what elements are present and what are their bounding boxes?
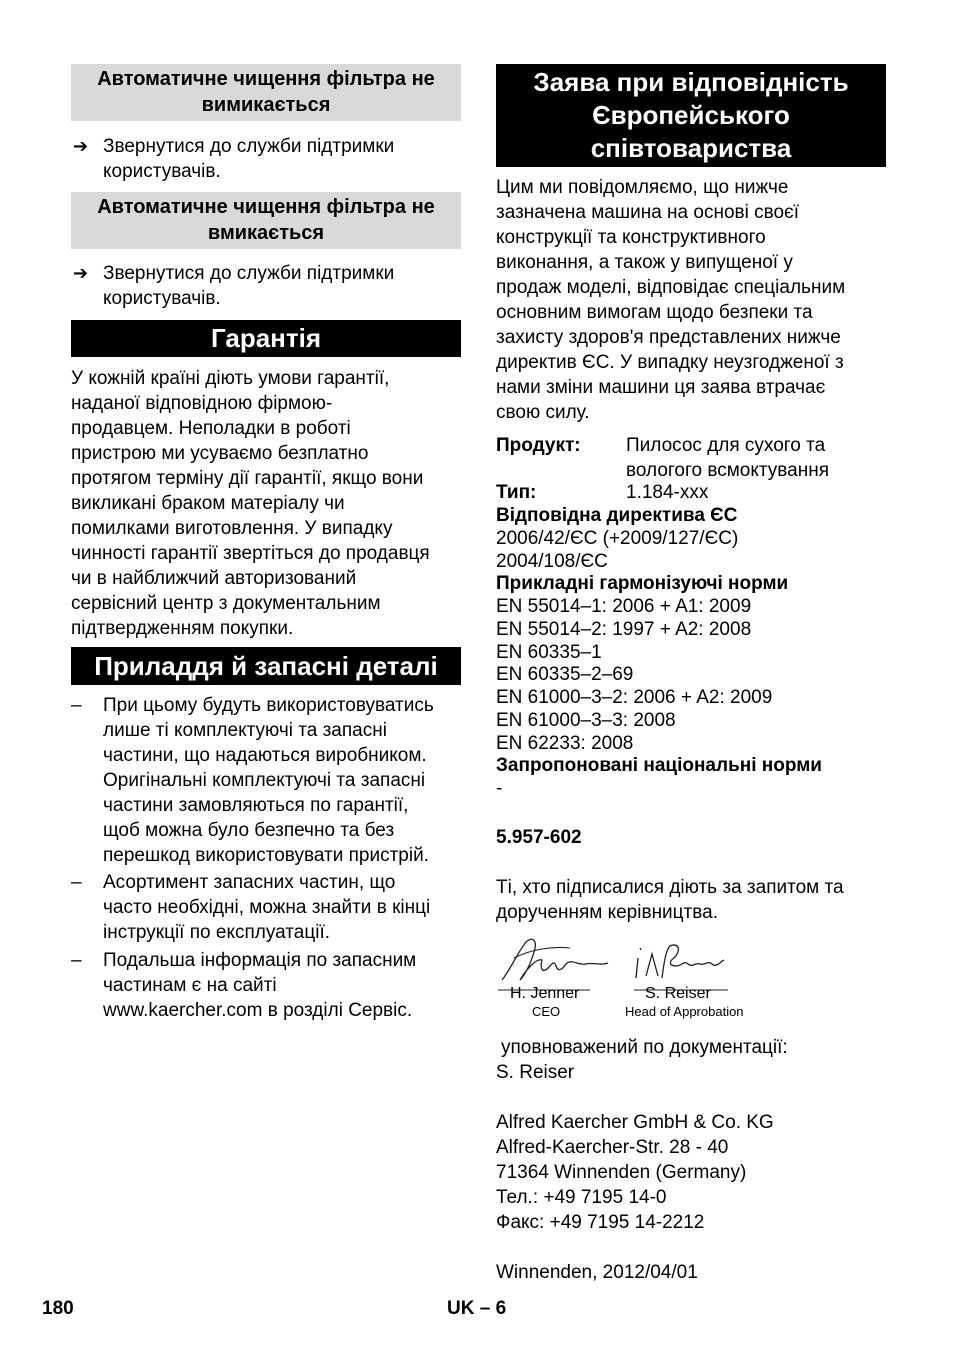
- list-item: – При цьому будуть використовуватись лише ті комплектуючі та запасні частини, що надаються виробником. Оригінальні комплектуючі та запасні частини замовляються по гарантії, щоб можна було безпечно та без перешкод використовувати пристрій.: [71, 695, 434, 866]
- signer-2-name: S. Reiser: [645, 985, 711, 1002]
- accessories-heading: Приладдя й запасні деталі: [71, 647, 461, 685]
- section-heading-filter-not-on: Автоматичне чищення фільтра не вмикається: [71, 192, 461, 249]
- type-value: 1.184-xxx: [626, 482, 709, 503]
- signatories-text: Ті, хто підписалися діють за запитом та дорученням керівництва.: [496, 877, 844, 923]
- directive-line: 2006/42/ЄС (+2009/127/ЄС): [496, 528, 739, 549]
- product-label: Продукт:: [496, 435, 581, 456]
- norm-line: EN 60335–2–69: [496, 664, 634, 685]
- arrow-right-icon: ➔: [73, 263, 89, 283]
- document-number: 5.957-602: [496, 827, 582, 848]
- national-norms-label: Запропоновані національні норми: [496, 755, 822, 776]
- eu-declaration-heading: Заява при відповідність Європейського співтовариства: [496, 64, 886, 167]
- declaration-date: Winnenden, 2012/04/01: [496, 1262, 698, 1283]
- norm-line: EN 60335–1: [496, 642, 602, 663]
- norm-line: EN 55014–2: 1997 + A2: 2008: [496, 619, 752, 640]
- instruction-item: ➔ Звернутися до служби підтримки користувачів.: [73, 263, 395, 309]
- signer-1-name: H. Jenner: [510, 985, 580, 1002]
- dash-bullet: –: [71, 950, 82, 971]
- type-label: Тип:: [496, 482, 537, 503]
- dash-bullet: –: [71, 872, 82, 893]
- page-number: 180: [42, 1298, 74, 1319]
- page-code: UK – 6: [447, 1298, 507, 1319]
- directive-line: 2004/108/ЄС: [496, 551, 608, 572]
- signer-1-role: CEO: [532, 1004, 561, 1019]
- norm-line: EN 61000–3–3: 2008: [496, 710, 676, 731]
- product-value: Пилосос для сухого та вологого всмоктування: [626, 435, 830, 481]
- national-norms-value: -: [496, 778, 503, 799]
- signatures: [496, 930, 886, 1022]
- norm-line: EN 55014–1: 2006 + A1: 2009: [496, 596, 752, 617]
- declaration-intro: Цим ми повідомляємо, що нижче зазначена машина на основі своєї конструкції та конструктивного виконання, а також у випущеної у продаж моделі, відповідає спеціальним основним вимогам щодо безпеки та захисту здоров'я представлених нижче директив ЄС. У випадку неузгодженої з нами зміни машини ця заява втрачає свою силу.: [496, 177, 846, 423]
- warranty-text: У кожній країні діють умови гарантії, наданої відповідною фірмою- продавцем. Неполадки в роботі пристрою ми усуваємо безплатно протягом терміну дії гарантії, якщо вони викликані браком матеріалу чи помилками виготовлення. У випадку чинності гарантії звертіться до продавця чи в найближчий авторизований сервісний центр з документальним підтвердженням покупки.: [71, 368, 430, 639]
- directive-label: Відповідна директива ЄС: [496, 505, 738, 526]
- authorized-person: уповноважений по документації: S. Reiser: [496, 1037, 788, 1083]
- arrow-right-icon: ➔: [73, 136, 89, 156]
- dash-bullet: –: [71, 695, 82, 716]
- warranty-heading: Гарантія: [71, 320, 461, 357]
- norm-line: EN 61000–3–2: 2006 + A2: 2009: [496, 687, 773, 708]
- norms-label: Прикладні гармонізуючі норми: [496, 573, 789, 594]
- list-item: – Асортимент запасних частин, що часто необхідні, можна знайти в кінці інструкції по експлуатації.: [71, 872, 431, 943]
- signer-2-role: Head of Approbation: [625, 1004, 744, 1019]
- list-item: – Подальша інформація по запасним частинам є на сайті www.kaercher.com в розділі Сервіс.: [71, 950, 417, 1021]
- instruction-item: ➔ Звернутися до служби підтримки користувачів.: [73, 136, 395, 182]
- norm-line: EN 62233: 2008: [496, 733, 634, 754]
- section-heading-filter-not-off: Автоматичне чищення фільтра не вимикається: [71, 64, 461, 121]
- company-address: Alfred Kaercher GmbH & Co. KG Alfred-Kaercher-Str. 28 - 40 71364 Winnenden (Germany) Тел.: +49 7195 14-0 Факс: +49 7195 14-2212: [496, 1112, 774, 1233]
